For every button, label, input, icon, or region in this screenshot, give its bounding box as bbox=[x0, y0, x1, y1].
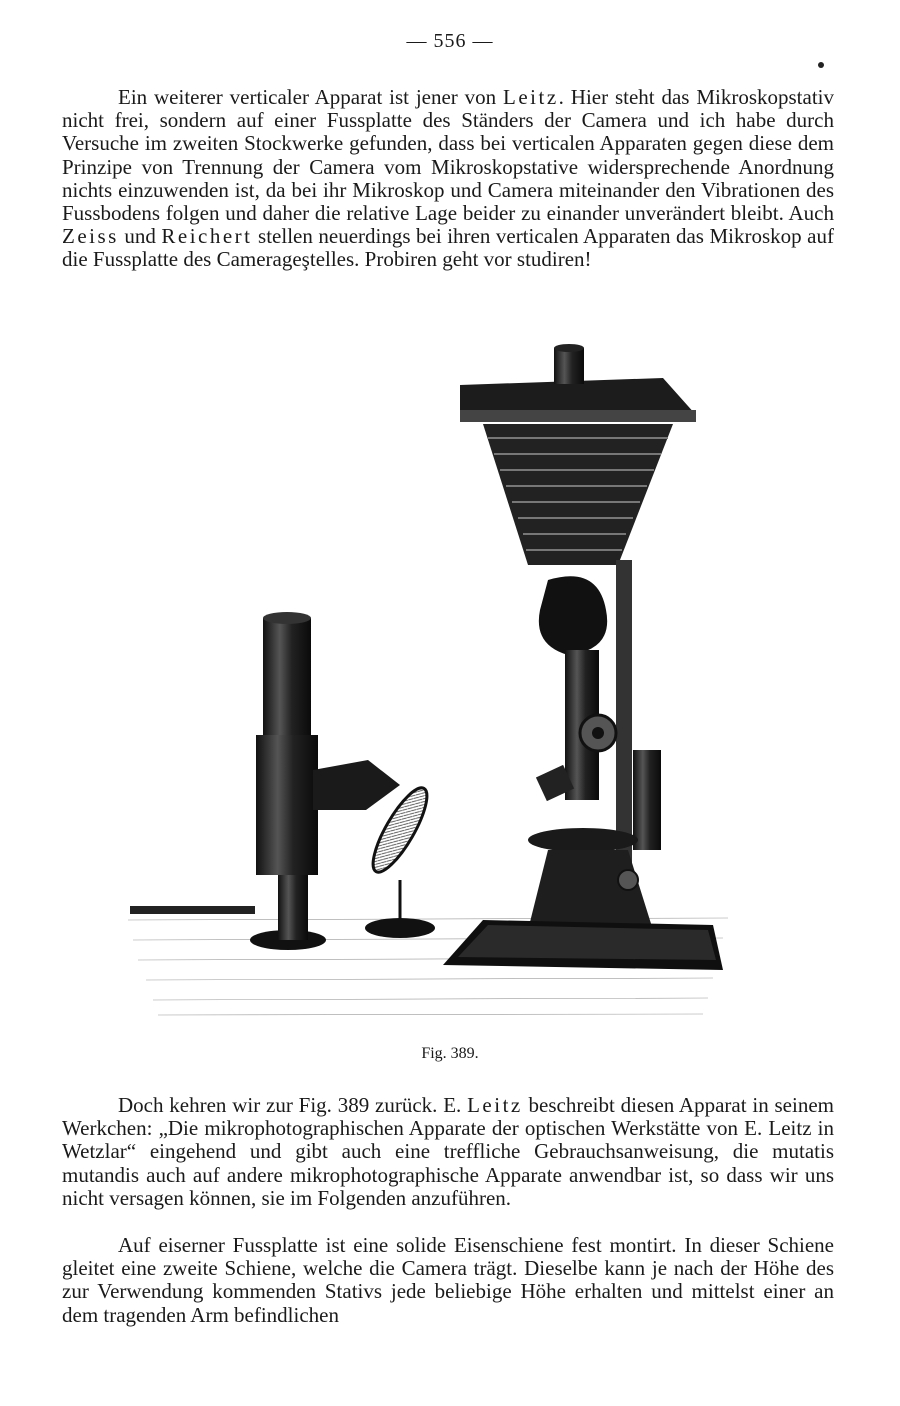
p3-text: Auf eiserner Fussplatte ist eine solide Eisenschiene fest montirt. In dieser Schiene gleitet eine zweite Schiene, welche die Camera trägt. Dieselbe kann je nach der Höhe des zur Verwendung kommenden Stativs jede beliebige Höhe erhalten und mittelst einer an dem tragenden Arm befindlichen bbox=[62, 1233, 834, 1327]
p1-text-4: stellen neuerdings bei ihren verticalen Apparaten das Mikroskop auf die Fussplatte des Camerageştelles. Probiren geht vor studiren! bbox=[62, 224, 835, 272]
page-number: — 556 — bbox=[406, 30, 494, 52]
camera-eyepiece bbox=[554, 348, 584, 384]
p1-text-1: Ein weiterer verticaler Apparat ist jener von bbox=[118, 85, 504, 109]
p1-leitz: Leitz bbox=[503, 85, 559, 109]
lamp-horn bbox=[313, 760, 400, 810]
p1-text-3: und bbox=[118, 224, 162, 249]
microscope-stage bbox=[528, 828, 638, 852]
lamp-housing bbox=[256, 735, 318, 875]
print-speck bbox=[818, 62, 824, 68]
figure-caption: Fig. 389. bbox=[421, 1045, 479, 1062]
p2-leitz: Leitz bbox=[467, 1093, 523, 1117]
figure-389-engraving bbox=[128, 340, 728, 1030]
p2-text-1: Doch kehren wir zur Fig. 389 zurück. E. bbox=[118, 1093, 468, 1117]
lamp-rod bbox=[130, 906, 255, 914]
mirror-base bbox=[365, 918, 435, 938]
p1-reichert: Reichert bbox=[161, 224, 253, 249]
camera-bellows bbox=[483, 424, 673, 565]
p1-text-2: . Hier steht das Mikroskopstativ nicht frei, sondern auf einer Fussplatte des Ständers der Camera und ich habe durch Versuche im zweiten Stockwerke gefunden, dass bei verticalen Apparaten gegen diese dem Prinzipe von Trennung der Camera vom Mikroskopstative widersprechende Anordnung nichts einzuwenden ist, da bei ihr Mikroskop und Camera miteinander den Vibrationen des Fussbodens folgen und daher die relative Lage beider zu einander unverändert bleibt. Auch bbox=[62, 85, 834, 226]
paragraph-1 bbox=[62, 86, 834, 272]
p2-text-2: beschreibt diesen Apparat in seinem Werkchen: „Die mikrophotographischen Apparate der optischen Werkstätte von E. Leitz in Wetzlar“ eingehend und gibt auch eine treffliche Gebrauchsanweisung, die mutatis mutandis auch auf andere mikrophotographische Apparate anwendbar ist, so dass wir uns nicht versagen können, sie im Folgenden anzuführen. bbox=[62, 1093, 834, 1210]
microscope-stand bbox=[528, 850, 653, 930]
illuminator-pillar bbox=[633, 750, 661, 850]
light-sleeve bbox=[539, 576, 607, 655]
paragraph-2 bbox=[62, 1094, 834, 1210]
paragraph-3 bbox=[62, 1234, 834, 1327]
p1-zeiss: Zeiss bbox=[62, 224, 119, 249]
